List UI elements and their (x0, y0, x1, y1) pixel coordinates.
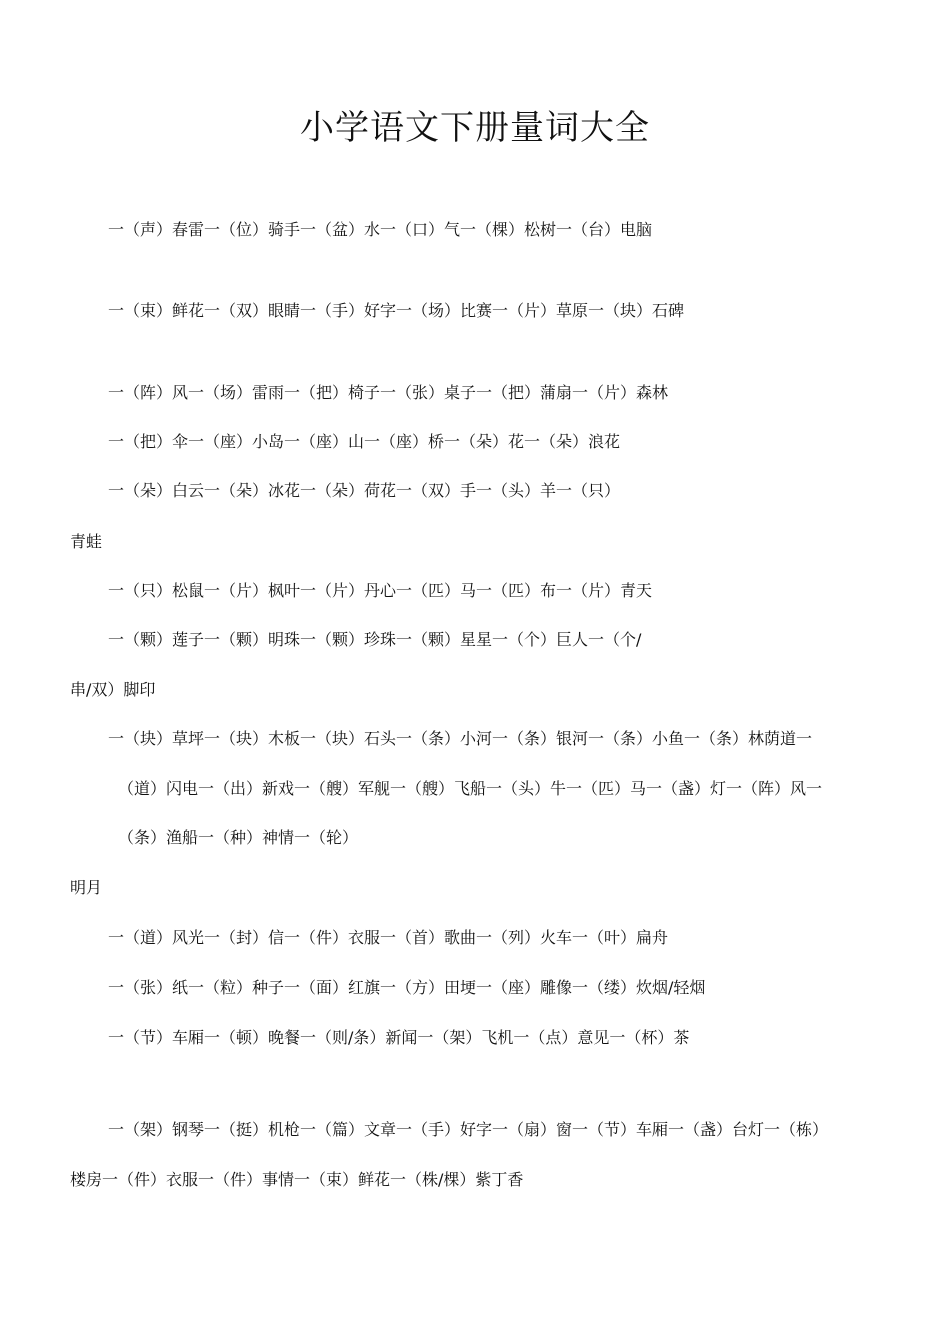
text-line-1: 一（声）春雷一（位）骑手一（盆）水一（口）气一（棵）松树一（台）电脑 (108, 220, 653, 239)
text-line-7: 一（只）松鼠一（片）枫叶一（片）丹心一（匹）马一（匹）布一（片）青天 (108, 581, 653, 600)
text-line-10: 一（块）草坪一（块）木板一（块）石头一（条）小河一（条）银河一（条）小鱼一（条）林荫道一 (108, 729, 813, 748)
text-line-5: 一（朵）白云一（朵）冰花一（朵）荷花一（双）手一（头）羊一（只） (108, 481, 621, 500)
text-line-6: 青蛙 (70, 532, 103, 551)
text-line-16: 一（节）车厢一（顿）晚餐一（则/条）新闻一（架）飞机一（点）意见一（杯）茶 (108, 1028, 690, 1047)
text-line-18: 楼房一（件）衣服一（件）事情一（束）鲜花一（株/棵）紫丁香 (70, 1170, 524, 1189)
page-title: 小学语文下册量词大全 (300, 108, 650, 148)
text-line-13: 明月 (70, 878, 103, 897)
text-line-2: 一（束）鲜花一（双）眼睛一（手）好字一（场）比赛一（片）草原一（块）石碑 (108, 301, 685, 320)
text-line-15: 一（张）纸一（粒）种子一（面）红旗一（方）田埂一（座）雕像一（缕）炊烟/轻烟 (108, 978, 706, 997)
text-line-4: 一（把）伞一（座）小岛一（座）山一（座）桥一（朵）花一（朵）浪花 (108, 432, 621, 451)
text-line-14: 一（道）风光一（封）信一（件）衣服一（首）歌曲一（列）火车一（叶）扁舟 (108, 928, 669, 947)
text-line-11: （道）闪电一（出）新戏一（艘）军舰一（艘）飞船一（头）牛一（匹）马一（盏）灯一（阵）风一 (118, 779, 823, 798)
text-line-8: 一（颗）莲子一（颗）明珠一（颗）珍珠一（颗）星星一（个）巨人一（个/ (108, 630, 642, 649)
text-line-3: 一（阵）风一（场）雷雨一（把）椅子一（张）桌子一（把）蒲扇一（片）森林 (108, 383, 669, 402)
text-line-12: （条）渔船一（种）神情一（轮） (118, 828, 359, 847)
text-line-17: 一（架）钢琴一（挺）机枪一（篇）文章一（手）好字一（扇）窗一（节）车厢一（盏）台灯一（栋） (108, 1120, 829, 1139)
text-line-9: 串/双）脚印 (70, 680, 156, 699)
